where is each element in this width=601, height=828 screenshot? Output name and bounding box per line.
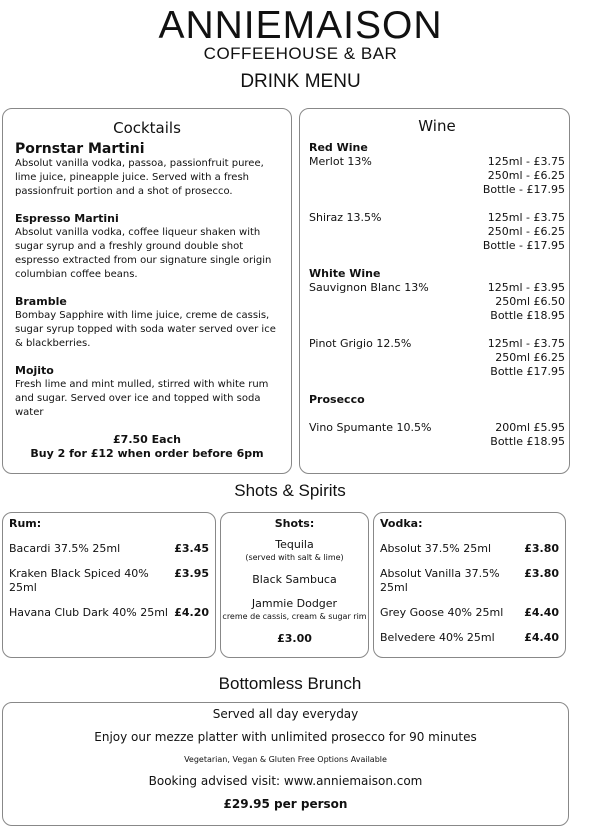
prosecco-heading: Prosecco xyxy=(309,393,365,406)
wine-title: Wine xyxy=(418,117,456,135)
spirits-heading: Shots & Spirits xyxy=(234,481,346,500)
wine-item xyxy=(309,281,565,323)
wine-price: Bottle £18.95 xyxy=(490,309,565,322)
brunch-panel xyxy=(2,702,569,826)
wine-prices xyxy=(490,421,565,449)
spirit-row xyxy=(9,542,209,556)
spirit-price: £3.95 xyxy=(174,567,209,580)
shot-item xyxy=(221,573,368,587)
shots-title: Shots: xyxy=(274,517,315,530)
spirit-price: £3.45 xyxy=(174,542,209,555)
spirit-row xyxy=(9,567,209,595)
brunch-availability: Served all day everyday xyxy=(212,707,359,721)
cocktail-name: Pornstar Martini xyxy=(15,141,145,157)
spirit-price: £4.40 xyxy=(524,606,559,619)
wine-price: 125ml - £3.75 xyxy=(487,337,565,350)
red-wine-heading: Red Wine xyxy=(309,141,368,154)
wine-prices xyxy=(488,281,565,323)
spirit-row xyxy=(380,631,559,645)
spirit-name: Havana Club Dark 40% 25ml xyxy=(9,606,168,619)
spirit-name: Absolut Vanilla 37.5% 25ml xyxy=(380,567,500,594)
wine-price: 200ml £5.95 xyxy=(495,421,565,434)
shot-item xyxy=(221,538,368,563)
spirit-row xyxy=(380,542,559,556)
cocktails-panel xyxy=(2,108,292,474)
brunch-description: Enjoy our mezze platter with unlimited prosecco for 90 minutes xyxy=(94,730,477,744)
shot-name: Jammie Dodger xyxy=(251,597,338,610)
spirit-price: £4.40 xyxy=(524,631,559,644)
menu-title: DRINK MENU xyxy=(240,71,361,92)
spirit-name: Kraken Black Spiced 40% 25ml xyxy=(9,567,149,594)
wine-price: 250ml £6.25 xyxy=(495,351,565,364)
shot-note: creme de cassis, cream & sugar rim xyxy=(222,612,367,621)
spirit-name: Belvedere 40% 25ml xyxy=(380,631,495,644)
cocktail-item xyxy=(15,364,279,420)
spirit-row xyxy=(380,567,559,595)
white-wine-heading: White Wine xyxy=(309,267,381,280)
shot-note: (served with salt & lime) xyxy=(245,553,344,562)
wine-name: Merlot 13% xyxy=(309,155,372,168)
wine-name: Shiraz 13.5% xyxy=(309,211,382,224)
cocktail-description: Absolut vanilla vodka, coffee liqueur shaken with sugar syrup and a freshly ground double shot espresso extracted from our signature single origin columbian coffee beans. xyxy=(15,227,272,280)
spirit-name: Bacardi 37.5% 25ml xyxy=(9,542,121,555)
shot-name: Black Sambuca xyxy=(252,573,337,586)
wine-prices xyxy=(488,337,565,379)
vodka-panel xyxy=(373,512,566,658)
wine-name: Sauvignon Blanc 13% xyxy=(309,281,429,294)
shots-price: £3.00 xyxy=(277,632,312,645)
wine-price: 125ml - £3.75 xyxy=(487,155,565,168)
brunch-dietary-note: Vegetarian, Vegan & Gluten Free Options Available xyxy=(184,755,387,764)
brunch-heading: Bottomless Brunch xyxy=(218,674,362,693)
shot-name: Tequila xyxy=(275,538,314,551)
brand-name: ANNIEMAISON xyxy=(158,4,443,47)
wine-item xyxy=(309,211,565,253)
cocktail-description: Bombay Sapphire with lime juice, creme de cassis, sugar syrup topped with soda water served over ice & blackberries. xyxy=(15,310,276,349)
cocktail-price: £7.50 Each xyxy=(113,433,181,446)
wine-price: 125ml - £3.95 xyxy=(487,281,565,294)
wine-name: Vino Spumante 10.5% xyxy=(309,421,432,434)
cocktail-name: Bramble xyxy=(15,295,67,308)
brunch-price: £29.95 per person xyxy=(223,797,348,811)
vodka-title: Vodka: xyxy=(380,517,423,530)
rum-panel xyxy=(2,512,216,658)
shots-panel xyxy=(220,512,369,658)
brunch-booking: Booking advised visit: www.anniemaison.com xyxy=(148,774,423,788)
wine-price: Bottle - £17.95 xyxy=(482,239,565,252)
wine-panel xyxy=(299,108,570,474)
wine-name: Pinot Grigio 12.5% xyxy=(309,337,412,350)
wine-price: Bottle £18.95 xyxy=(490,435,565,448)
cocktail-description: Fresh lime and mint mulled, stirred with white rum and sugar. Served over ice and topped with soda water xyxy=(15,379,269,418)
cocktail-item xyxy=(15,141,279,199)
wine-prices xyxy=(483,155,565,197)
wine-item xyxy=(309,155,565,197)
wine-price: Bottle - £17.95 xyxy=(482,183,565,196)
cocktail-offer: Buy 2 for £12 when order before 6pm xyxy=(30,447,264,460)
spirit-price: £3.80 xyxy=(524,542,559,555)
cocktails-title: Cocktails xyxy=(113,119,181,137)
cocktail-description: Absolut vanilla vodka, passoa, passionfruit puree, lime juice, pineapple juice. Served with a fresh passionfruit portion and a shot of prosecco. xyxy=(15,158,264,197)
shot-item xyxy=(221,597,368,622)
spirit-price: £3.80 xyxy=(524,567,559,580)
wine-price: 250ml - £6.25 xyxy=(487,225,565,238)
brand-subtitle: COFFEEHOUSE & BAR xyxy=(203,44,398,63)
cocktail-name: Espresso Martini xyxy=(15,212,119,225)
spirit-row xyxy=(9,606,209,620)
spirit-row xyxy=(380,606,559,620)
wine-item xyxy=(309,421,565,449)
cocktail-item xyxy=(15,295,279,351)
wine-price: Bottle £17.95 xyxy=(490,365,565,378)
rum-title: Rum: xyxy=(9,517,42,530)
spirit-name: Grey Goose 40% 25ml xyxy=(380,606,504,619)
wine-price: 125ml - £3.75 xyxy=(487,211,565,224)
cocktail-item xyxy=(15,212,279,282)
wine-prices xyxy=(483,211,565,253)
spirit-name: Absolut 37.5% 25ml xyxy=(380,542,492,555)
spirit-price: £4.20 xyxy=(174,606,209,619)
wine-item xyxy=(309,337,565,379)
wine-price: 250ml - £6.25 xyxy=(487,169,565,182)
wine-price: 250ml £6.50 xyxy=(495,295,565,308)
cocktail-name: Mojito xyxy=(15,364,54,377)
